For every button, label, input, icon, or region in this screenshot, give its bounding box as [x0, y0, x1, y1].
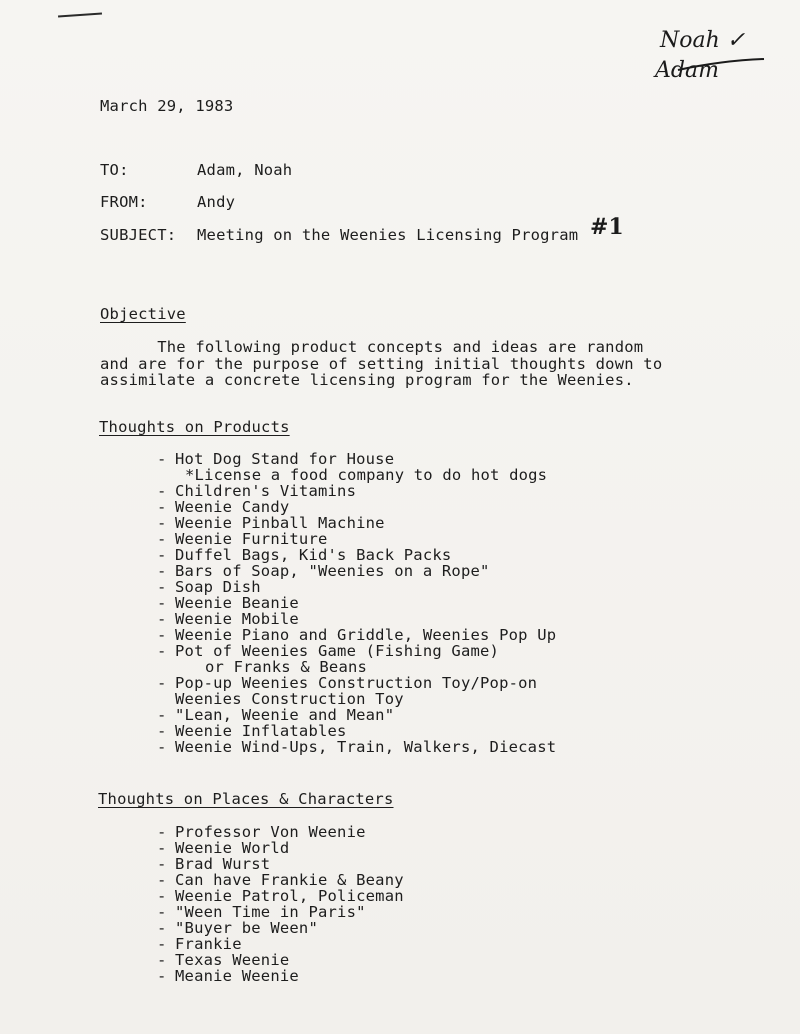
- from-value: Andy: [197, 193, 236, 211]
- list-item: [157, 563, 556, 579]
- handwritten-noah-note: Noah ✓: [660, 28, 746, 53]
- list-item-text: Frankie: [175, 935, 242, 953]
- objective-heading: Objective: [100, 305, 186, 323]
- to-value: Adam, Noah: [197, 161, 293, 179]
- handwritten-number-note: #1: [590, 214, 624, 240]
- list-dash: -: [157, 482, 167, 500]
- list-item: [157, 627, 556, 643]
- list-dash: -: [157, 450, 167, 468]
- list-dash: -: [157, 594, 167, 612]
- list-dash: -: [157, 903, 167, 921]
- list-item-text: Pop-up Weenies Construction Toy/Pop-on: [175, 674, 538, 692]
- list-item: [157, 952, 404, 968]
- list-item: [157, 856, 404, 872]
- list-dash: -: [157, 642, 167, 660]
- list-item-text: Duffel Bags, Kid's Back Packs: [175, 546, 452, 564]
- list-item-text: Weenie Patrol, Policeman: [175, 887, 404, 905]
- list-item: [157, 904, 404, 920]
- list-dash: -: [157, 935, 167, 953]
- list-item-text: Pot of Weenies Game (Fishing Game): [175, 642, 500, 660]
- list-dash: -: [157, 839, 167, 857]
- list-dash: -: [157, 562, 167, 580]
- list-item-text: Texas Weenie: [175, 951, 290, 969]
- list-item-text: "Buyer be Ween": [175, 919, 318, 937]
- handwritten-adam-note: Adam: [655, 58, 719, 83]
- objective-line: assimilate a concrete licensing program for the Weenies.: [100, 371, 634, 389]
- products-heading: Thoughts on Products: [99, 418, 290, 436]
- objective-line: and are for the purpose of setting initial thoughts down to: [100, 355, 663, 373]
- list-item-text: Brad Wurst: [175, 855, 271, 873]
- products-list: [157, 451, 556, 755]
- list-item: [157, 675, 556, 691]
- list-item-text: Professor Von Weenie: [175, 823, 366, 841]
- list-item-text: Hot Dog Stand for House: [175, 450, 395, 468]
- subject-label: SUBJECT:: [100, 226, 177, 244]
- list-item-text: Weenie Inflatables: [175, 722, 347, 740]
- list-item: [157, 936, 404, 952]
- list-item: [157, 840, 404, 856]
- list-item-text: Children's Vitamins: [175, 482, 357, 500]
- list-item: [157, 872, 404, 888]
- list-item-text: Meanie Weenie: [175, 967, 299, 985]
- places-heading: Thoughts on Places & Characters: [98, 790, 394, 808]
- list-dash: -: [157, 626, 167, 644]
- list-item: [157, 968, 404, 984]
- list-item-text: *License a food company to do hot dogs: [185, 466, 548, 484]
- list-item-text: Can have Frankie & Beany: [175, 871, 404, 889]
- list-dash: -: [157, 738, 167, 756]
- list-dash: -: [157, 722, 167, 740]
- memo-date: March 29, 1983: [100, 97, 234, 115]
- list-item: [157, 739, 556, 755]
- list-item: [157, 451, 556, 467]
- list-item-text: Weenie Mobile: [175, 610, 299, 628]
- list-item: [157, 643, 556, 659]
- list-item-text: Weenie Candy: [175, 498, 290, 516]
- list-item-text: "Lean, Weenie and Mean": [175, 706, 395, 724]
- list-item: [157, 483, 556, 499]
- list-dash: -: [157, 951, 167, 969]
- list-item-text: or Franks & Beans: [205, 658, 368, 676]
- list-item-text: Weenie Piano and Griddle, Weenies Pop Up: [175, 626, 557, 644]
- list-item-text: Weenie Wind-Ups, Train, Walkers, Diecast: [175, 738, 557, 756]
- to-label: TO:: [100, 161, 129, 179]
- list-item-text: Weenie Pinball Machine: [175, 514, 385, 532]
- list-item-text: Weenie Beanie: [175, 594, 299, 612]
- list-item: [157, 723, 556, 739]
- list-dash: -: [157, 855, 167, 873]
- list-dash: -: [157, 514, 167, 532]
- list-item: [157, 595, 556, 611]
- list-dash: -: [157, 887, 167, 905]
- list-item: [157, 579, 556, 595]
- places-list: [157, 824, 404, 984]
- list-item-text: "Ween Time in Paris": [175, 903, 366, 921]
- corner-pen-mark: [58, 12, 102, 17]
- list-item-text: Weenie World: [175, 839, 290, 857]
- subject-value: Meeting on the Weenies Licensing Program: [197, 226, 579, 244]
- list-item: [157, 467, 556, 483]
- list-item-text: Bars of Soap, "Weenies on a Rope": [175, 562, 490, 580]
- objective-line: The following product concepts and ideas are random: [100, 338, 644, 356]
- list-dash: -: [157, 706, 167, 724]
- list-dash: -: [157, 578, 167, 596]
- list-dash: -: [157, 498, 167, 516]
- list-item: [157, 659, 556, 675]
- list-dash: -: [157, 871, 167, 889]
- list-item-text: Weenies Construction Toy: [175, 690, 404, 708]
- handwritten-strike-line: [676, 58, 766, 72]
- list-item: [157, 707, 556, 723]
- list-item: [157, 499, 556, 515]
- list-dash: -: [157, 610, 167, 628]
- list-item: [157, 547, 556, 563]
- list-dash: -: [157, 530, 167, 548]
- from-label: FROM:: [100, 193, 148, 211]
- list-dash: -: [157, 919, 167, 937]
- list-item: [157, 920, 404, 936]
- list-item: [157, 888, 404, 904]
- list-item-text: Weenie Furniture: [175, 530, 328, 548]
- list-dash: -: [157, 823, 167, 841]
- list-item: [157, 531, 556, 547]
- list-item: [157, 611, 556, 627]
- list-dash: -: [157, 546, 167, 564]
- list-item-text: Soap Dish: [175, 578, 261, 596]
- list-item: [157, 691, 556, 707]
- list-item: [157, 515, 556, 531]
- list-dash: -: [157, 674, 167, 692]
- list-item: [157, 824, 404, 840]
- list-dash: -: [157, 967, 167, 985]
